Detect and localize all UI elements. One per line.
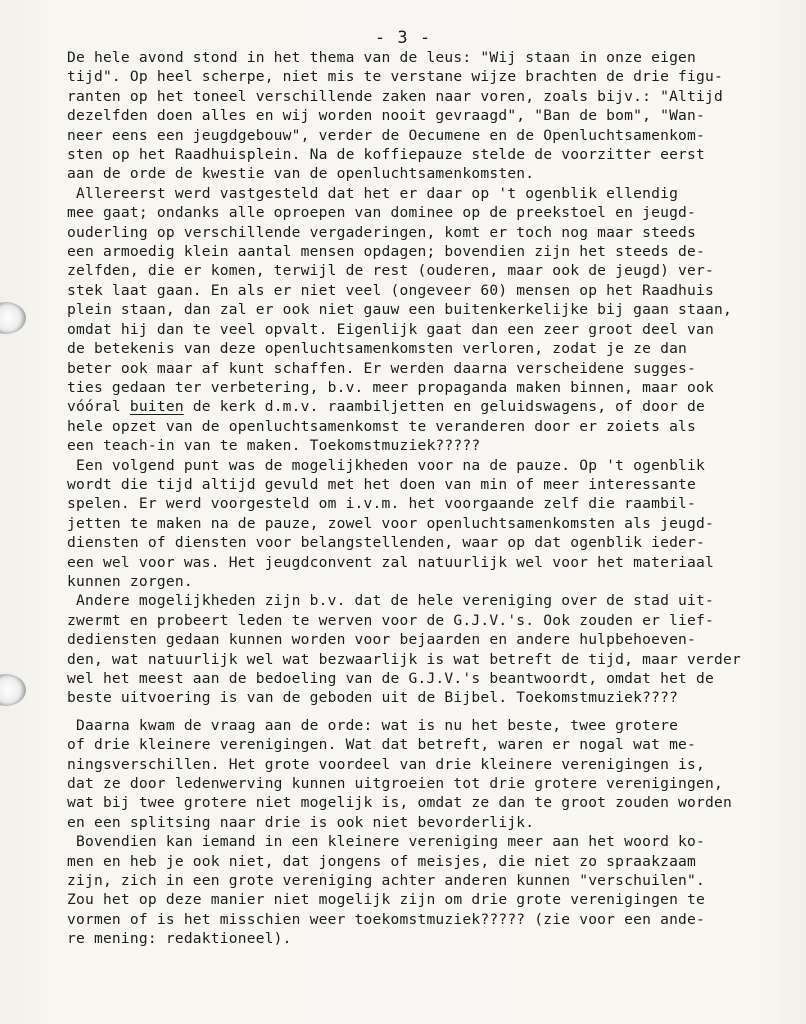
text-line: zijn, zich in een grote vereniging achter anderen kunnen "verschuilen".: [67, 872, 706, 890]
text-line: of drie kleinere verenigingen. Wat dat betreft, waren er nogal wat me-: [67, 736, 697, 754]
text-line: men en heb je ook niet, dat jongens of meisjes, die niet zo spraakzaam: [67, 852, 697, 870]
text-line: ouderling op verschillende vergaderingen, komt er toch nog maar steeds: [67, 223, 697, 241]
paragraph-2-lines-after: [67, 417, 767, 456]
text-line: mee gaat; ondanks alle oproepen van dominee op de preekstoel en jeugd-: [67, 204, 697, 222]
paragraph-6: [67, 832, 767, 948]
text-line: diensten of diensten voor belangstellenden, waar op dat ogenblik ieder-: [67, 534, 706, 552]
page-number: - 3 -: [374, 28, 432, 48]
text-line: kunnen zorgen.: [67, 572, 193, 590]
punch-hole-top: [0, 302, 26, 334]
text-line: beter ook maar af kunt schaffen. Er werden daarna verscheidene sugges-: [67, 359, 697, 377]
text-line: Zou het op deze manier niet mogelijk zijn om drie grote verenigingen te: [67, 891, 706, 909]
text-line: en een splitsing naar drie is ook niet bevorderlijk.: [67, 813, 535, 831]
text-line: ties gedaan ter verbetering, b.v. meer propaganda maken binnen, maar ook: [67, 378, 715, 396]
text-line: Daarna kwam de vraag aan de orde: wat is nu het beste, twee grotere: [67, 716, 679, 734]
text-line: een teach-in van te maken. Toekomstmuziek?????: [67, 437, 481, 455]
text-line: vormen of is het misschien weer toekomstmuziek????? (zie voor een ande-: [67, 910, 706, 928]
text-line: aan de orde de kwestie van de openluchtsamenkomsten.: [67, 165, 535, 183]
text-line: beste uitvoering is van de geboden uit de Bijbel. Toekomstmuziek????: [67, 689, 679, 707]
text-line: een armoedig klein aantal mensen opdagen; bovendien zijn het steeds de-: [67, 243, 706, 261]
text-line: sten op het Raadhuisplein. Na de koffiepauze stelde de voorzitter eerst: [67, 146, 706, 164]
text-line: wat bij twee grotere niet mogelijk is, omdat ze dan te groot zouden worden: [67, 794, 732, 812]
text-line: een wel voor was. Het jeugdconvent zal natuurlijk wel voor het materiaal: [67, 553, 715, 571]
underline-after: de kerk d.m.v. raambiljetten en geluidswagens, of door de: [183, 398, 706, 416]
text-line: neer eens een jeugdgebouw", verder de Oecumene en de Openluchtsamenkom-: [67, 126, 706, 144]
paragraph-2: [67, 184, 767, 456]
text-line: wel het meest aan de bedoeling van de G.J.V.'s beantwoordt, omdat het de: [67, 670, 715, 687]
text-line: zwermt en probeert leden te werven voor de G.J.V.'s. Ook zouden er lief-: [67, 611, 715, 629]
underlined-line: [67, 397, 767, 416]
text-line: ranten op het toneel verschillende zaken naar voren, zoals bijv.: "Altijd: [67, 87, 723, 105]
text-line: Bovendien kan iemand in een kleinere vereniging meer aan het woord ko-: [67, 833, 706, 851]
text-line: zelfden, die er komen, terwijl de rest (ouderen, maar ook de jeugd) ver-: [67, 262, 715, 280]
punch-hole-bottom: [0, 674, 26, 706]
paragraph-3: [67, 456, 767, 592]
text-line: de betekenis van deze openluchtsamenkomsten verloren, zodat je ze dan: [67, 340, 688, 358]
text-line: stek laat gaan. En als er niet veel (ongeveer 60) mensen op het Raadhuis: [67, 281, 715, 299]
text-line: wordt die tijd altijd gevuld met het doen van min of meer interessante: [67, 475, 697, 493]
text-line: Andere mogelijkheden zijn b.v. dat de hele vereniging over de stad uit-: [67, 592, 715, 610]
text-line: dat ze door ledenwerving kunnen uitgroeien tot drie grotere verenigingen,: [67, 775, 723, 793]
underlined-word: buiten: [129, 398, 184, 416]
text-line: dediensten gedaan kunnen worden voor bejaarden en andere hulpbehoeven-: [67, 631, 697, 649]
text-line: Allereerst werd vastgesteld dat het er daar op 't ogenblik ellendig: [67, 184, 679, 202]
paragraph-4: [67, 591, 767, 707]
text-line: tijd". Op heel scherpe, niet mis te verstane wijze brachten de drie figu-: [67, 68, 723, 86]
underline-before: vóóral: [67, 398, 130, 416]
body-text: [67, 48, 767, 949]
paragraph-5: [67, 716, 767, 832]
text-line: den, wat natuurlijk wel wat bezwaarlijk is wat betreft de tijd, maar verder: [67, 650, 741, 668]
text-line: Een volgend punt was de mogelijkheden voor na de pauze. Op 't ogenblik: [67, 456, 706, 474]
paragraph-2-lines-before: [67, 184, 767, 397]
text-line: spelen. Er werd voorgesteld om i.v.m. het voorgaande zelf die raambil-: [67, 495, 697, 513]
text-line: dezelfden doen alles en wij worden nooit gevraagd", "Ban de bom", "Wan-: [67, 107, 706, 125]
text-line: plein staan, dan zal er ook niet gauw een buitenkerkelijke bij gaan staan,: [67, 301, 732, 319]
text-line: re mening: redaktioneel).: [67, 930, 292, 948]
text-line: hele opzet van de openluchtsamenkomst te veranderen door er zoiets als: [67, 417, 697, 435]
text-line: De hele avond stond in het thema van de leus: "Wij staan in onze eigen: [67, 49, 697, 66]
text-line: ningsverschillen. Het grote voordeel van drie kleinere verenigingen is,: [67, 755, 706, 773]
text-line: omdat hij dan te veel opvalt. Eigenlijk gaat dan een zeer groot deel van: [67, 320, 715, 338]
text-line: jetten te maken na de pauze, zowel voor openluchtsamenkomsten als jeugd-: [67, 514, 715, 532]
paragraph-1: [67, 48, 767, 184]
